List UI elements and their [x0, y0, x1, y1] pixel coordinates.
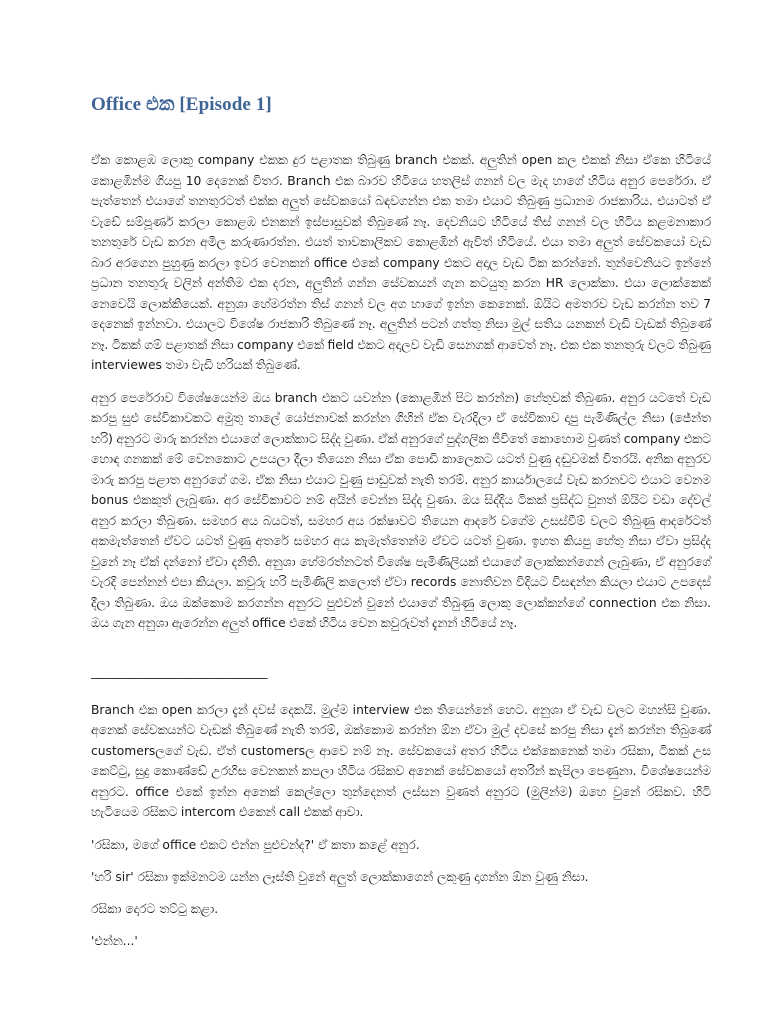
- paragraph-background: අනුර පෙරේරාව විශේෂයෙන්ම ඔය branch එකට යවන්න (කොළඹින් පිට කරන්න) හේතුවක් තිබුණා. අනුර යටතේ වැඩ කරපු සුළු සේවිකාවකට අමුතු තාලේ යෝජනාවක් කරන්න ගිහින් ඒක වැරදිලා ඒ සේවිකාව දාපු පැමිණිල්ල නිසා (ජේන්ත හරි) අනුරට මාරු කරන්න එයාගේ ලොක්කාට සිද්ද වුණා. ඒක් අනුරගේ පුද්ගලික ජීවිතේ කොහොම වුණත් company එකට හොඳ ගනකක් මේ වෙනකොට උපයලා දීලා තියෙන නිසා ඒක පොඩි කාලෙකට යටත් වුණු දඬුවමක් විතරයි. අනික අනුරව මාරු කරපු පළාත අනුරගේ ගම. ඒක නිසා එයාට වුණු පාඩුවක් නැති තරම්. අනුර කාර්යාලයේ වැඩ කරනවට එයාට වෙනම bonus එකකුත් ලැබුණා. අර සේවිකාවට නම් අයින් වෙන්න සිද්ද වුණා. ඔය සිද්දිය ටිකක් ප්‍රසිද්ධ වුනත් ඕයිට වඩා දේවල් අනුර කරලා තිබුණා. සමහර අය බයටත්, සමහර අය රක්ෂාවට තියෙන ආදරේ වගේම උසස්වීම් වලට තිබුණු ආදරේටත් අකමැත්තෙන් ඒවට යටත් වුණු අතරේ සමහර අය කැමැත්තෙන්ම ඒවට යටත් වුණා. ඉහත කියපු හේතු නිසා ඒවා ප්‍රසිද්ද වුනේ නෑ ඒක් දන්නෝ ඒවා දනිති. අනුශා හේමරත්නටත් විශේෂ පැමිණිලියක් එයාගේ ලොක්කන්ගෙන් ලැබුණා, ඒ අනුරගේ වැරදි පෙන්නන් එපා කියලා. කවුරු හරි පැමිණිලි කලොත් ඒවා records නොතිවන විදියට විසඳන්න කියලා එයාට උපදෙස් දීලා තිබුණා. ඔය ඔක්කොම කරගන්න අනුරට පුළුවන් වුනේ එයාගේ තිබුණු ලොකු ලොක්කන්ගේ connection එක නිසා. ඔය ගැන අනුශා ඇරෙන්න අලුත් office එකේ හිටිය වෙන කවුරුවත් දැනන් හිටියේ නෑ.: [91, 390, 711, 630]
- paragraph-intro: ඒක කොළඹ ලොකු company එකක දුර පළාතක තිබුණු branch එකක්. අලුතින් open කල එකක් නිසා ඒකෙ හිටියේ කොළඹින්ම ගියපු 10 දෙනෙක් විතර. Branch එක බාරව හිටියෙ හතලිස් ගනන් වල මැද හාගේ හිටිය අනුර පෙරේරා. ඒ පැත්තෙන් එයාගේ තනතුරටත් එක්ක අලුත් සේවකයෝ බඳවගන්න එක තමා එයාට තිබුණු ප්‍රධානම රාජකාරිය. එයාටත් ඒ වැඩේ සම්පූර්ණ කරලා කොළඹ එනකන් ඉස්පාසුවක් තිබුණේ නෑ. දෙවනියට හිටියේ තිස් ගනන් වල හිටිය කළමනාකාර තනතුරේ වැඩ කරන අමිල කරුණාරත්න. එයත් තාවකාලිකව කොළඹින් ඇවිත් හිටියේ. එයා තමා අලුත් සේවකයෝ වැඩ බාර අරගෙන පුහුණු කරලා ඉවර වෙනකන් office එකේ company එකට අදාල වැඩ ටික කරන්නේ. තුන්වෙනියට ඉන්නේ ප්‍රධාන තනතුරු වලින් අන්තිම එක දරන, අලුතින් ගන්න සේවකයන් ගැන කටයුතු කරන HR ලොක්කා. එයා ලොක්කෙක් නෙවෙයි ලොක්කියෙක්. අනුශා හේමරත්න තිස් ගනන් වල අග හාගේ ඉන්න කෙනෙක්. ඕයිට අමතරව වැඩ කරන්න තව 7 දෙනෙක් ඉන්නවා. එයාලට විශේෂ රාජකාරි තිබුණේ නෑ. අලුතින් පටන් ගත්තු නිසා මුල් සතිය යනකන් වැඩි වැඩක් තිබුණේ නෑ. ටිකක් ගම් පළාතක් නිසා company එකේ field එකට අදාලව වැඩි සෙනගක් ආවෙත් නෑ. එක එක තනතුරු වලට තිබුණු interviewes තමා වැඩි හරියක් තිබුණේ.: [91, 153, 711, 372]
- document-body: [91, 150, 711, 963]
- paragraph-branch-open: Branch එක open කරලා දැන් දවස් දෙකයි. මුල්ම interview එක තියෙන්නේ හෙට. අනුශා ඒ වැඩ වලට මහන්සි වුණා. අනෙක් සේවකයන්ට වැඩක් තිබුණේ නැති තරම්, ඔක්කොම කරන්න ඕන ඒවා මුල් දවසේ කරපු නිසා දැන් කරන්න තිබුණේ customersලගේ වැඩ. ඒත් customersල ආවෙ නම් නෑ. සේවකයෝ අතර හිටිය එක්කෙනෙක් තමා රසිකා, ටිකක් උස කෙට්ටු, සුදු කොණ්ඩේ උරහිස වෙනකන් කපලා හිටිය රසිකව අනෙක් සේවකයෝ අතරින් කැපිලා පෙණුනා. විශේෂයෙන්ම අනුරට. office එකේ ඉන්න අනෙක් කෙල්ලො තුන්දෙනත් ලස්සන වුණත් අනුරට (මුලින්ම) ඔහෙ වුනේ රසිකව. හිටි හැටියෙම රසිකට intercom එකෙන් call එකක් ආවා.: [91, 702, 711, 819]
- dialogue-line: 'හරි sir' රසිකා ඉක්මනටම යන්න ලෑස්ති වුනේ අලුත් ලොක්කාගෙන් ලකුණු දාගන්න ඕන වුණු නිසා.: [91, 869, 589, 884]
- document-page: [91, 0, 711, 1024]
- dialogue-line: 'රසිකා, මගේ office එකට එන්න පුළුවන්ද?' ඒ කතා කළේ අනුර.: [91, 837, 420, 852]
- dialogue-line: රසිකා දොරට තට්ටු කළා.: [91, 901, 219, 916]
- dialogue-line: 'එන්න...': [91, 933, 138, 948]
- section-separator: ________________________________: [91, 664, 267, 679]
- document-title: Office එක [Episode 1]: [91, 94, 272, 115]
